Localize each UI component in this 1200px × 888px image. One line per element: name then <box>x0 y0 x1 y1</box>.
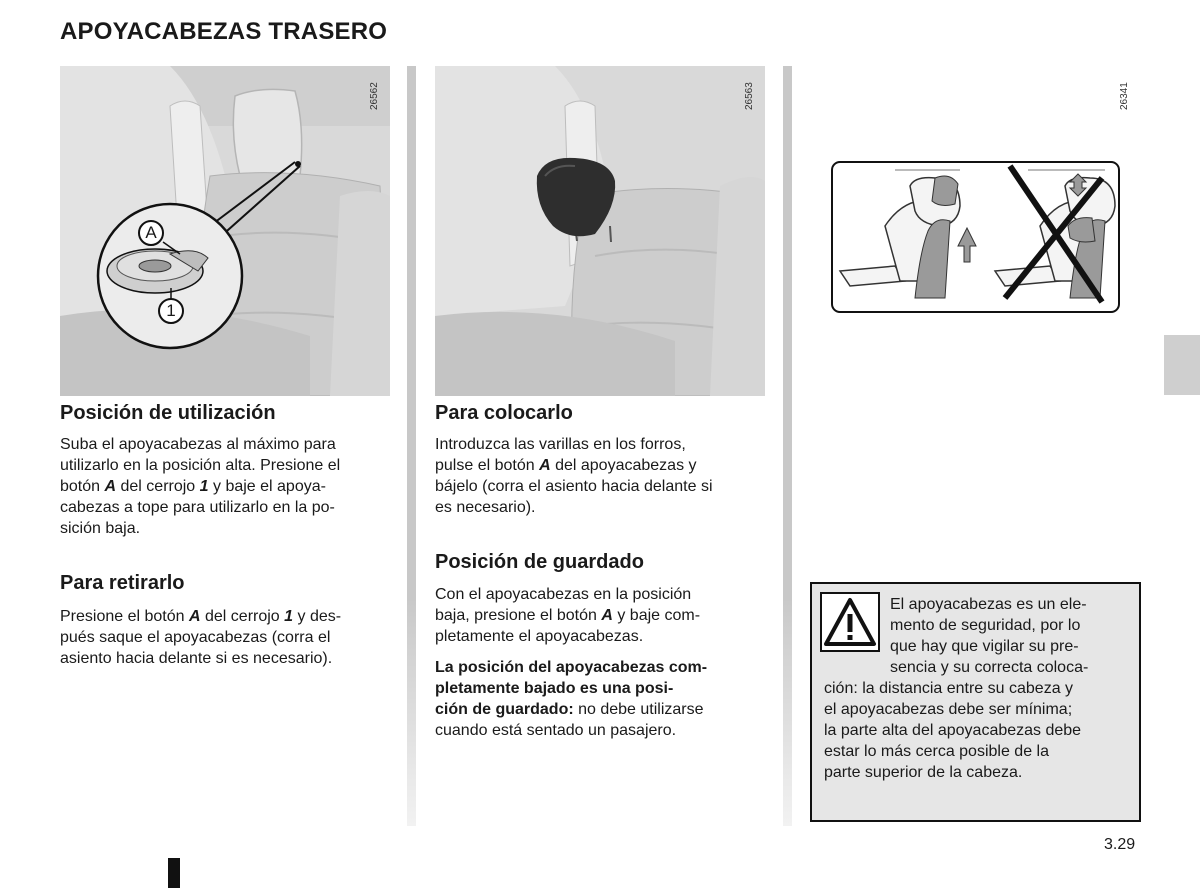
seat-latch-illustration <box>60 66 390 396</box>
figure-headrest-latch <box>60 66 390 396</box>
callout-a: A <box>138 220 164 246</box>
crop-mark <box>168 858 180 888</box>
heading-posicion-guardado: Posición de guardado <box>435 551 644 573</box>
figure-headrest-fitted <box>435 66 765 396</box>
figure-code: 26562 <box>369 82 380 110</box>
heading-para-retirarlo: Para retirarlo <box>60 572 185 594</box>
paragraph-retirarlo: Presione el botón A del cerrojo 1 y des- pués saque el apoyacabezas (corra el asiento hacia delante si es necesario). <box>60 608 342 667</box>
warning-text-top: El apoyacabezas es un ele- mento de seguridad, por lo que hay que vigilar su pre- sencia y su correcta coloca- <box>890 596 1089 676</box>
figure-code: 26341 <box>1119 82 1130 110</box>
callout-1: 1 <box>158 298 184 324</box>
heading-para-colocarlo: Para colocarlo <box>435 402 573 424</box>
headrest-illustration <box>435 66 765 396</box>
paragraph-colocarlo: Introduzca las varillas en los forros, pulse el botón A del apoyacabezas y bájelo (corra el asiento hacia delante si es necesario). <box>435 436 713 516</box>
heading-posicion-utilizacion: Posición de utilización <box>60 402 276 424</box>
paragraph-guardado-warning: La posición del apoyacabezas com- pletamente bajado es una posi- ción de guardado: no debe utilizarse cuando está sentado un pasajero. <box>435 659 708 739</box>
column-separator <box>783 66 792 826</box>
figure-headrest-position <box>810 66 1140 326</box>
headrest-position-diagram <box>810 66 1140 326</box>
page-number: 3.29 <box>1104 836 1136 853</box>
page-title: APOYACABEZAS TRASERO <box>60 18 388 45</box>
warning-triangle-icon <box>820 592 880 652</box>
column-separator <box>407 66 416 826</box>
section-thumb-tab <box>1164 335 1200 395</box>
paragraph-utilizacion: Suba el apoyacabezas al máximo para utilizarlo en la posición alta. Presione el botón A del cerrojo 1 y baje el apoya- cabezas a tope para utilizarlo en la po- sición baja. <box>60 436 341 537</box>
warning-box <box>810 582 1141 822</box>
paragraph-guardado: Con el apoyacabezas en la posición baja, presione el botón A y baje com- pletamente el apoyacabezas. <box>435 586 701 645</box>
figure-code: 26563 <box>744 82 755 110</box>
warning-text-bottom: ción: la distancia entre su cabeza y el apoyacabezas debe ser mínima; la parte alta del apoyacabezas debe estar lo más cerca posible de la parte superior de la cabeza. <box>824 680 1082 781</box>
